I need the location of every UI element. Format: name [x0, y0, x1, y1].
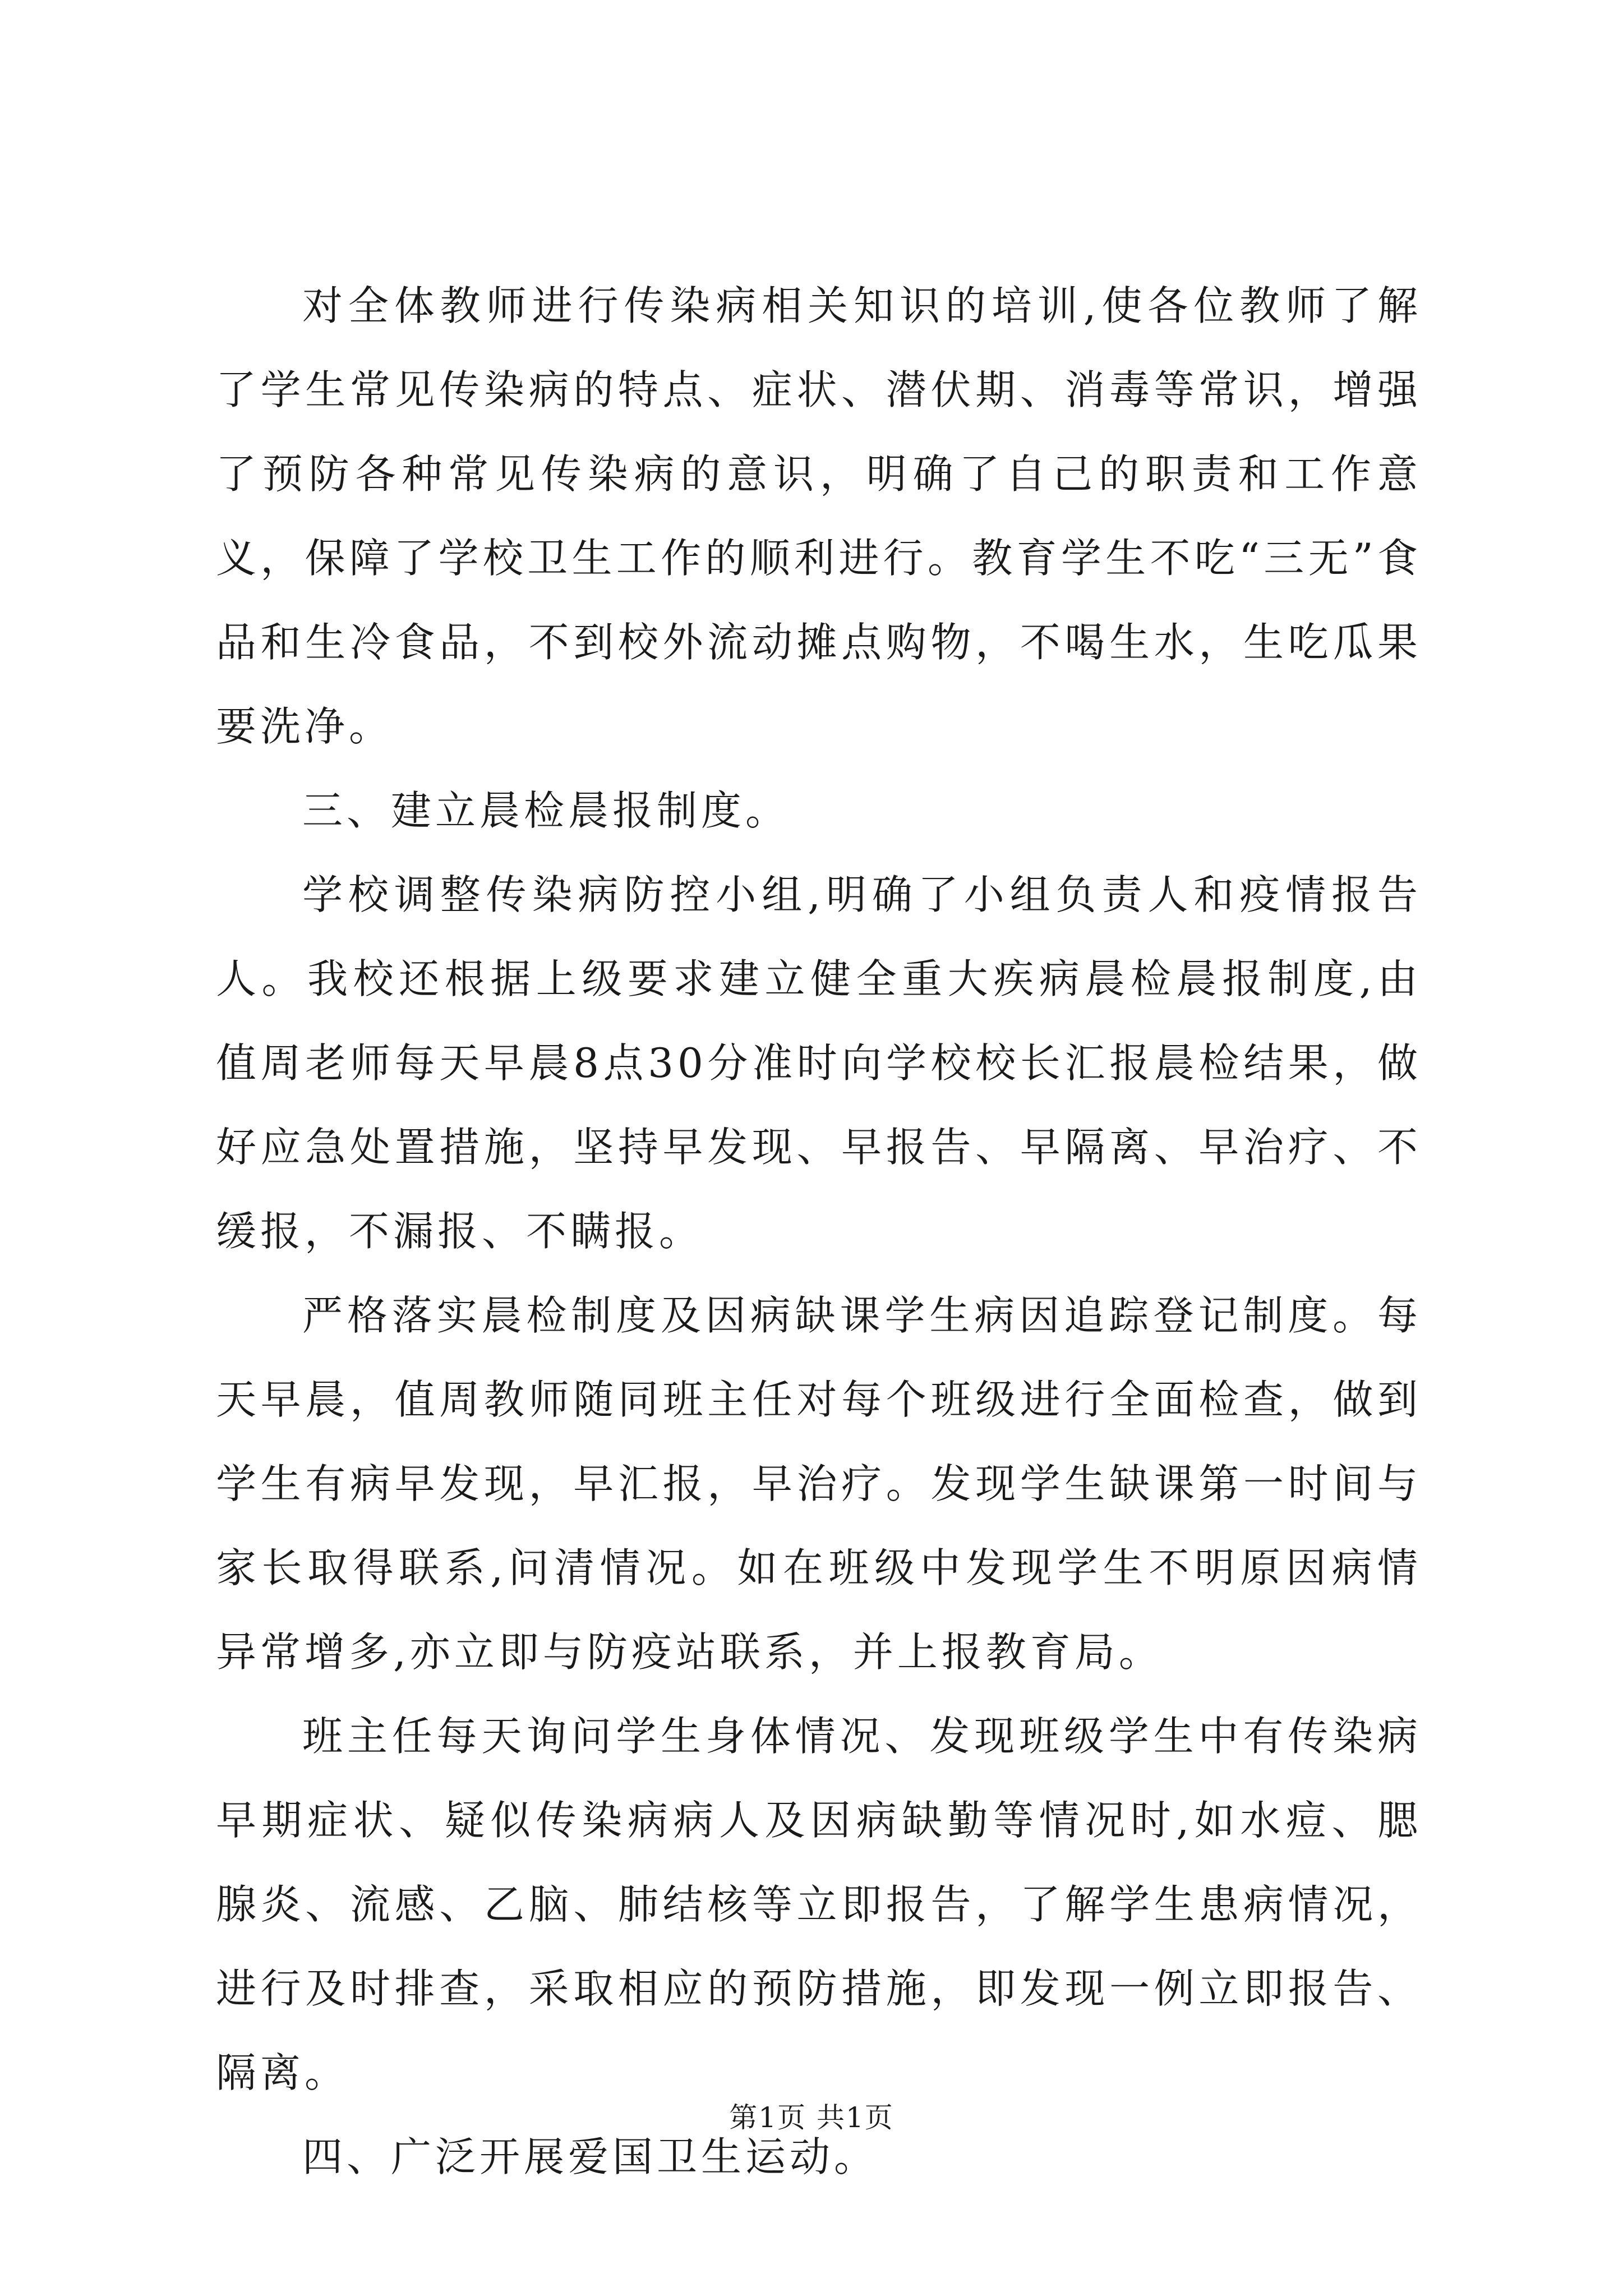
heading-section-3: 三、建立晨检晨报制度。	[302, 787, 790, 834]
paragraph-prevention-group: 学校调整传染病防控小组,明确了小组负责人和疫情报告人。我校还根据上级要求建立健全重大疾病晨检晨报制度,由值周老师每天早晨8点30分准时向学校校长汇报晨检结果，做好应急处置措施，坚持早发现、早报告、早隔离、早治疗、不缓报，不漏报、不瞒报。	[216, 871, 1422, 1255]
paragraph-morning-check: 严格落实晨检制度及因病缺课学生病因追踪登记制度。每天早晨，值周教师随同班主任对每个班级进行全面检查，做到学生有病早发现，早汇报，早治疗。发现学生缺课第一时间与家长取得联系,问清情况。如在班级中发现学生不明原因病情异常增多,亦立即与防疫站联系，并上报教育局。	[216, 1292, 1422, 1676]
document-body	[216, 264, 1422, 2199]
heading-section-4: 四、广泛开展爱国卫生运动。	[302, 2133, 879, 2180]
page-footer: 第1页 共1页	[729, 2101, 894, 2134]
paragraph-class-teacher: 班主任每天询问学生身体情况、发现班级学生中有传染病早期症状、疑似传染病病人及因病缺勤等情况时,如水痘、腮腺炎、流感、乙脑、肺结核等立即报告，了解学生患病情况，进行及时排查，采取相应的预防措施，即发现一例立即报告、隔离。	[216, 1713, 1422, 2096]
paragraph-teacher-training: 对全体教师进行传染病相关知识的培训,使各位教师了解了学生常见传染病的特点、症状、潜伏期、消毒等常识，增强了预防各种常见传染病的意识，明确了自己的职责和工作意义，保障了学校卫生工作的顺利进行。教育学生不吃“三无”食品和生冷食品，不到校外流动摊点购物，不喝生水，生吃瓜果要洗净。	[216, 282, 1422, 750]
